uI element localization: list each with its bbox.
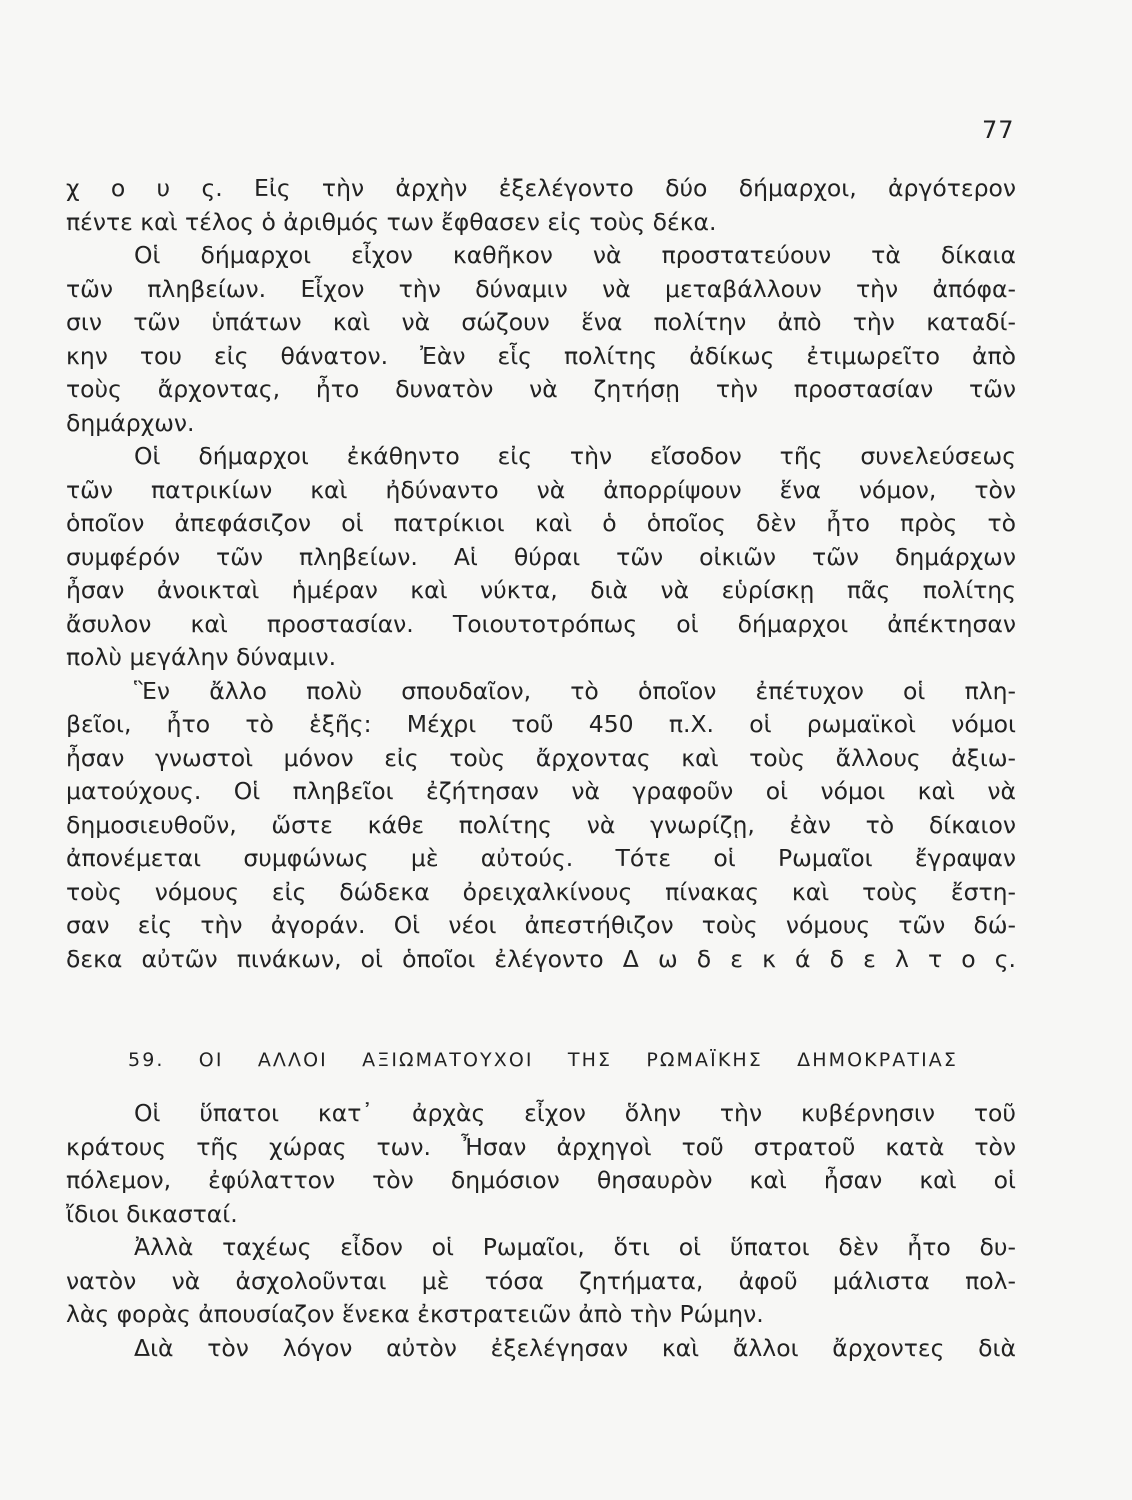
text-line: τῶν πληβείων. Εἶχον τὴν δύναμιν νὰ μεταβάλλουν τὴν ἀπόφα- xyxy=(66,274,1016,303)
text-line: ἦσαν γνωστοὶ μόνον εἰς τοὺς ἄρχοντας καὶ τοὺς ἄλλους ἀξιω- xyxy=(66,743,1016,772)
text-line: Οἱ δήμαρχοι ἐκάθηντο εἰς τὴν εἴσοδον τῆς συνελεύσεως xyxy=(134,442,1016,470)
text-line: δημάρχων. xyxy=(66,408,195,437)
text-line: ἄσυλον καὶ προστασίαν. Τοιουτοτρόπως οἱ δήμαρχοι ἀπέκτησαν xyxy=(66,609,1016,638)
text-line: ἀπονέμεται συμφώνως μὲ αὐτούς. Τότε οἱ Ρωμαῖοι ἔγραψαν xyxy=(66,844,1016,872)
text-line: Διὰ τὸν λόγον αὐτὸν ἐξελέγησαν καὶ ἄλλοι ἄρχοντες διὰ xyxy=(134,1333,1016,1362)
text-line: κράτους τῆς χώρας των. Ἦσαν ἀρχηγοὶ τοῦ στρατοῦ κατὰ τὸν xyxy=(66,1132,1016,1161)
text-line: βεῖοι, ἦτο τὸ ἑξῆς: Μέχρι τοῦ 450 π.Χ. οἱ ρωμαϊκοὶ νόμοι xyxy=(66,710,1016,738)
text-line: Ἀλλὰ ταχέως εἶδον οἱ Ρωμαῖοι, ὅτι οἱ ὕπατοι δὲν ἦτο δυ- xyxy=(134,1233,1016,1261)
text-line: Οἱ δήμαρχοι εἶχον καθῆκον νὰ προστατεύουν τὰ δίκαια xyxy=(134,241,1016,269)
text-line: τοὺς ἄρχοντας, ἦτο δυνατὸν νὰ ζητήσῃ τὴν προστασίαν τῶν xyxy=(66,375,1016,403)
text-line: ἦσαν ἀνοικταὶ ἡμέραν καὶ νύκτα, διὰ νὰ εὑρίσκῃ πᾶς πολίτης xyxy=(66,576,1016,604)
text-block-consuls-tribunes xyxy=(66,172,1016,976)
section-heading: 59. ΟΙ ΑΛΛΟΙ ΑΞΙΩΜΑΤΟΥΧΟΙ ΤΗΣ ΡΩΜΑΪΚΗΣ ΔΗΜΟΚΡΑΤΙΑΣ xyxy=(128,1049,958,1071)
page-number: 77 xyxy=(982,116,1015,144)
text-line: ὁποῖον ἀπεφάσιζον οἱ πατρίκιοι καὶ ὁ ὁποῖος δὲν ἦτο πρὸς τὸ xyxy=(66,509,1016,537)
text-line: πολὺ μεγάλην δύναμιν. xyxy=(66,643,337,671)
text-line: σιν τῶν ὑπάτων καὶ νὰ σώζουν ἕνα πολίτην ἀπὸ τὴν καταδί- xyxy=(66,308,1016,336)
text-line: Ἓν ἄλλο πολὺ σπουδαῖον, τὸ ὁποῖον ἐπέτυχον οἱ πλη- xyxy=(134,676,1016,705)
text-line: τοὺς νόμους εἰς δώδεκα ὀρειχαλκίνους πίνακας καὶ τοὺς ἔστη- xyxy=(66,877,1016,906)
text-line: κην του εἰς θάνατον. Ἐὰν εἷς πολίτης ἀδίκως ἐτιμωρεῖτο ἀπὸ xyxy=(66,341,1016,370)
text-line: Οἱ ὕπατοι κατ᾽ ἀρχὰς εἶχον ὅλην τὴν κυβέρνησιν τοῦ xyxy=(134,1099,1016,1127)
text-line: ἴδιοι δικασταί. xyxy=(66,1199,238,1228)
text-line: τῶν πατρικίων καὶ ἠδύναντο νὰ ἀπορρίψουν ἕνα νόμον, τὸν xyxy=(66,475,1016,504)
text-line: δεκα αὐτῶν πινάκων, οἱ ὁποῖοι ἐλέγοντο Δ ω δ ε κ ά δ ε λ τ ο ς. xyxy=(66,944,1016,973)
text-line: χ ο υ ς. Εἰς τὴν ἀρχὴν ἐξελέγοντο δύο δήμαρχοι, ἀργότερον xyxy=(66,174,1016,202)
text-line: δημοσιευθοῦν, ὥστε κάθε πολίτης νὰ γνωρίζῃ, ἐὰν τὸ δίκαιον xyxy=(66,810,1016,839)
text-line: λὰς φορὰς ἀπουσίαζον ἕνεκα ἐκστρατειῶν ἀπὸ τὴν Ρώμην. xyxy=(66,1300,764,1328)
text-line: πέντε καὶ τέλος ὁ ἀριθμός των ἔφθασεν εἰς τοὺς δέκα. xyxy=(66,207,717,236)
text-line: συμφέρόν τῶν πληβείων. Αἱ θύραι τῶν οἰκιῶν τῶν δημάρχων xyxy=(66,542,1016,571)
text-line: ματούχους. Οἱ πληβεῖοι ἐζήτησαν νὰ γραφοῦν οἱ νόμοι καὶ νὰ xyxy=(66,777,1016,805)
text-line: νατὸν νὰ ἀσχολοῦνται μὲ τόσα ζητήματα, ἀφοῦ μάλιστα πολ- xyxy=(66,1266,1016,1295)
text-block-officials xyxy=(66,1097,1016,1365)
text-line: πόλεμον, ἐφύλαττον τὸν δημόσιον θησαυρὸν καὶ ἦσαν καὶ οἱ xyxy=(66,1166,1016,1194)
text-line: σαν εἰς τὴν ἀγοράν. Οἱ νέοι ἀπεστήθιζον τοὺς νόμους τῶν δώ- xyxy=(66,911,1016,939)
